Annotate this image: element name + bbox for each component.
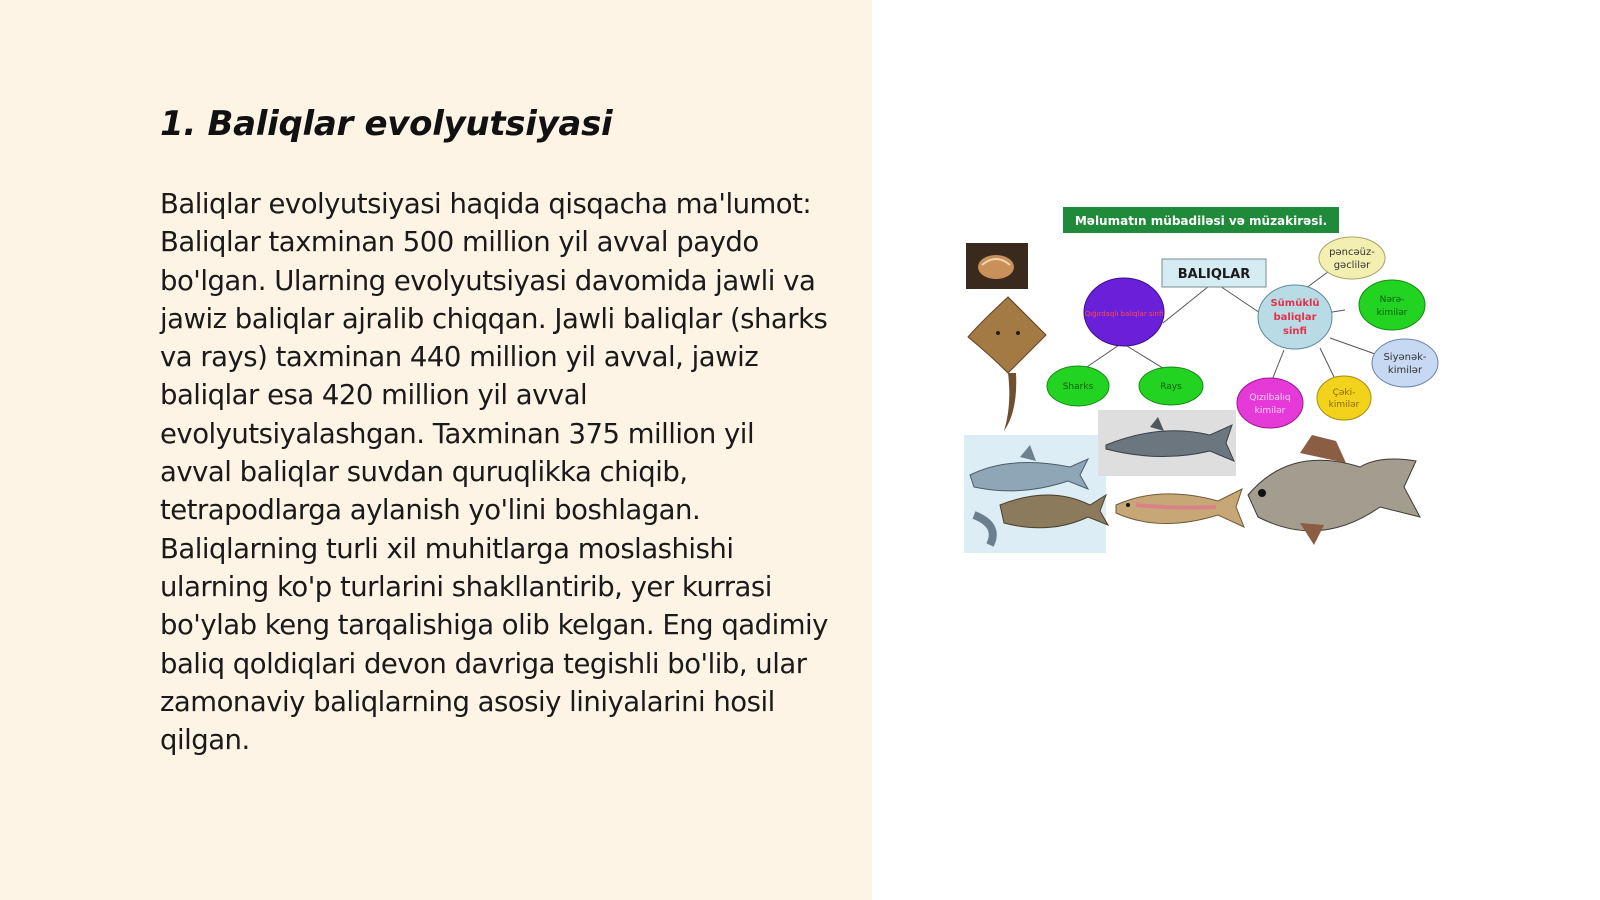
carp-node	[1317, 376, 1371, 420]
herring-label-1: Siyənək-	[1383, 352, 1427, 363]
sturgeon-node	[1359, 280, 1425, 330]
slide-body-text: Baliqlar evolyutsiyasi haqida qisqacha ma'lumot: Baliqlar taxminan 500 million yil avval paydo bo'lgan. Ularning evolyutsiyasi davomida jawli va jawiz baliqlar ajralib chiqqan. Jawli baliqlar (sharks va rays) taxminan 440 million yil avval, jawiz baliqlar esa 420 million yil avval evolyutsiyalashgan. Taxminan 375 million yil avval baliqlar suvdan quruqlikka chiqib, tetrapodlarga aylanish yo'lini boshlagan. Baliqlarning turli xil muhitlarga moslashishi ularning ko'p turlarini shakllantirib, yer kurrasi bo'ylab keng tarqalishiga olib kelgan. Eng qadimiy baliq qoldiqlari devon davriga tegishli bo'lib, ular zamonaviy baliqlarning asosiy liniyalarini hosil qilgan.	[160, 188, 828, 757]
sturgeon-label-2: kimilər	[1376, 308, 1408, 318]
lobe-finned-node	[1319, 237, 1385, 279]
lobe-finned-label-2: gəclilər	[1333, 260, 1371, 271]
lobe-finned-label-1: pəncəüz-	[1329, 247, 1375, 258]
cartilage-class-label: Qığırdaqlı balıqlar sinfi	[1084, 310, 1164, 318]
salmon-label-2: kimilər	[1254, 406, 1286, 416]
sturgeon-illustration	[1098, 410, 1236, 476]
salmon-label-1: Qızılbalıq	[1249, 393, 1291, 403]
bony-class-label-2: baliqlar	[1273, 312, 1317, 323]
sharks-label: Sharks	[1062, 382, 1094, 392]
bony-class-label-3: sinfi	[1283, 326, 1307, 337]
rays-label: Rays	[1160, 382, 1182, 392]
herring-node	[1372, 339, 1438, 387]
carp-label-2: kimilər	[1328, 400, 1360, 410]
salmon-node	[1237, 378, 1303, 428]
trout-illustration	[1116, 489, 1244, 527]
root-node-label: BALIQLAR	[1177, 267, 1251, 282]
stingray-illustration	[968, 297, 1046, 431]
sturgeon-label-1: Nərə-	[1379, 295, 1405, 305]
sharks-illustration	[964, 435, 1108, 553]
fish-classification-figure	[960, 205, 1450, 585]
lungfish-photo	[966, 243, 1028, 289]
slide-title: 1. Baliqlar evolyutsiyasi	[160, 104, 613, 144]
bony-class-label-1: Sümüklü	[1270, 298, 1320, 309]
herring-label-2: kimilər	[1387, 365, 1423, 376]
carp-label-1: Çəki-	[1332, 388, 1356, 398]
figure-banner-text: Məlumatın mübadiləsi və müzakirəsi.	[1074, 214, 1328, 228]
carp-illustration	[1248, 435, 1420, 545]
